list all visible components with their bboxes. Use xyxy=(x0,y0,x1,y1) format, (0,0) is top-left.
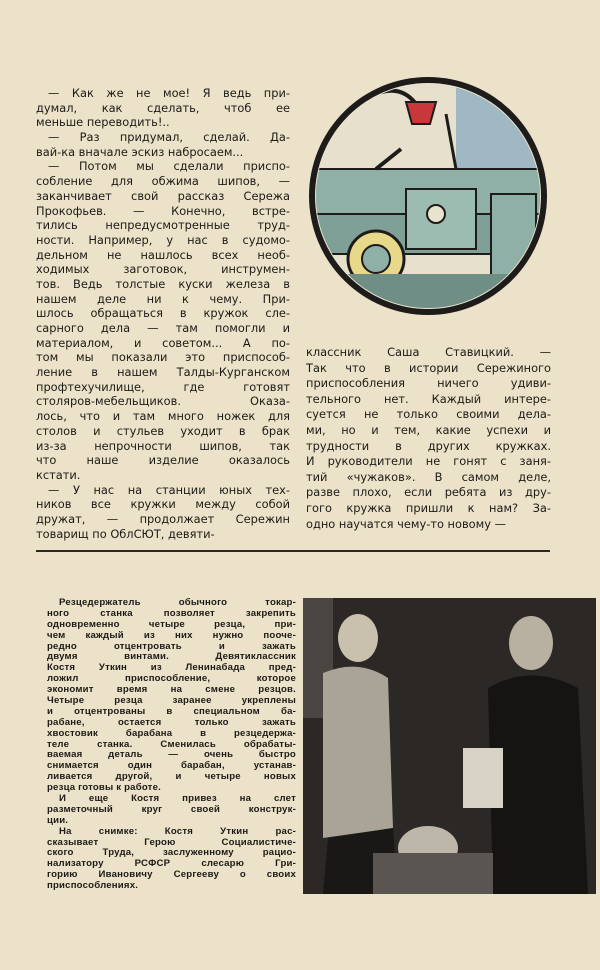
text-line: разметочный круг своей конструк- xyxy=(47,804,296,815)
text-line: — Как же не мое! Я ведь при- xyxy=(48,86,290,100)
text-line: гого кружка пришли к нам? За- xyxy=(306,500,551,515)
text-line: суется не только своими дела- xyxy=(306,407,551,422)
photo-two-men-at-workbench xyxy=(303,598,596,894)
text-line: редно отцентровать и зажать xyxy=(47,641,296,652)
text-line: ции. xyxy=(47,815,69,826)
text-line: ности. Например, у нас в судомо- xyxy=(36,232,290,247)
text-line: рабане, остается только зажать xyxy=(47,717,296,728)
text-line: Костя Уткин из Ленинабада пред- xyxy=(47,663,296,674)
text-line: собление для обжима шипов, — xyxy=(36,174,290,189)
text-line: приспособления ничего удиви- xyxy=(306,376,551,391)
text-line: чем каждый из них нужно пооче- xyxy=(47,630,296,641)
text-line: думал, как сделать, чтоб ее xyxy=(36,100,290,115)
text-line: из-за непрочности шипов, так xyxy=(36,438,290,453)
text-line: хвостовик барабана в резцедержа- xyxy=(47,728,296,739)
text-line: Так что в истории Сережиного xyxy=(306,360,551,375)
text-line: лось, что и там много ножек для xyxy=(36,409,290,424)
text-line: сказывает Герою Социалистиче- xyxy=(47,837,296,848)
lathe-illustration xyxy=(306,74,550,318)
text-line: заканчивает свой рассказ Сережа xyxy=(36,188,290,203)
text-line: нашем деле ни к чему. При- xyxy=(36,291,290,306)
text-line: кстати. xyxy=(36,467,81,482)
text-line: вай-ка вначале эскиз набросаем... xyxy=(36,144,244,159)
text-line: дельном не нашлось всех необ- xyxy=(36,247,290,262)
text-line: резца готовы к работе. xyxy=(47,783,161,794)
text-line: Четыре резца заранее укреплены xyxy=(47,696,296,707)
text-line: тий «чужаков». В самом деле, xyxy=(306,469,551,484)
text-line: нализатору РСФСР слесарю Гри- xyxy=(47,859,296,870)
text-line: столяров-мебельщиков. Оказа- xyxy=(36,394,290,409)
text-line: товарищ по ОблСЮТ, девяти- xyxy=(36,526,215,541)
text-line: горию Ивановичу Сергееву о своих xyxy=(47,870,296,881)
text-line: шлось обращаться в кружок сле- xyxy=(36,306,290,321)
text-line: теле станка. Сменилась обрабаты- xyxy=(47,739,296,750)
article-left-column xyxy=(36,86,290,541)
text-line: Прокофьев. — Конечно, встре- xyxy=(36,203,290,218)
text-line: том мы показали это приспособ- xyxy=(36,350,290,365)
text-line: разве плохо, если ребята из дру- xyxy=(306,485,551,500)
text-line: приспособлениях. xyxy=(47,881,139,892)
text-line: снимается один барабан, устанав- xyxy=(47,761,296,772)
text-line: ваемая деталь — очень быстро xyxy=(47,750,296,761)
text-line: экономит время на смене резцов. xyxy=(47,685,296,696)
section-divider xyxy=(36,550,550,552)
text-line: На снимке: Костя Уткин рас- xyxy=(59,826,296,837)
text-line: ление в нашем Талды-Курганском xyxy=(36,365,290,380)
text-line: тельного нет. Каждый интере- xyxy=(306,391,551,406)
text-line: ского Труда, заслуженному рацио- xyxy=(47,848,296,859)
text-line: классник Саша Ставицкий. — xyxy=(306,345,551,359)
text-line: дружат, — продолжает Сережин xyxy=(36,511,290,526)
text-line: профтехучилище, где готовят xyxy=(36,379,290,394)
text-line: ходимых заготовок, инструмен- xyxy=(36,262,290,277)
text-line: одно научатся чему-то новому — xyxy=(306,516,506,531)
text-line: — Раз придумал, сделай. Да- xyxy=(48,130,290,145)
text-line: И еще Костя привез на слет xyxy=(59,794,296,805)
text-line: Резцедержатель обычного токар- xyxy=(59,598,296,608)
text-line: ложил приспособление, которое xyxy=(47,674,296,685)
text-line: ного станка позволяет закрепить xyxy=(47,608,296,619)
text-line: одновременно четыре резца, при- xyxy=(47,619,296,630)
text-line: материалом, и советом... А по- xyxy=(36,335,290,350)
photo-caption xyxy=(47,598,296,892)
text-line: трудности в других кружках. xyxy=(306,438,551,453)
text-line: ми, но и тем, какие успехи и xyxy=(306,422,551,437)
text-line: что наше изделие оказалось xyxy=(36,453,290,468)
text-line: тились непредусмотренные труд- xyxy=(36,218,290,233)
text-line: ливается другой, и четыре новых xyxy=(47,772,296,783)
text-line: — Потом мы сделали приспо- xyxy=(48,159,290,174)
text-line: сарного дела — там помогли и xyxy=(36,321,290,335)
text-line: И руководители не гонят с заня- xyxy=(306,454,551,469)
text-line: — У нас на станции юных тех- xyxy=(48,482,290,497)
text-line: и отцентрованы в специальном ба- xyxy=(47,706,296,717)
text-line: ников все кружки между собой xyxy=(36,497,290,512)
article-right-column xyxy=(306,345,551,532)
text-line: тов. Ведь толстые куски железа в xyxy=(36,276,290,291)
text-line: двумя винтами. Девятиклассник xyxy=(47,652,296,663)
text-line: меньше переводить!.. xyxy=(36,115,170,130)
text-line: столов и стульев уходит в брак xyxy=(36,423,290,438)
